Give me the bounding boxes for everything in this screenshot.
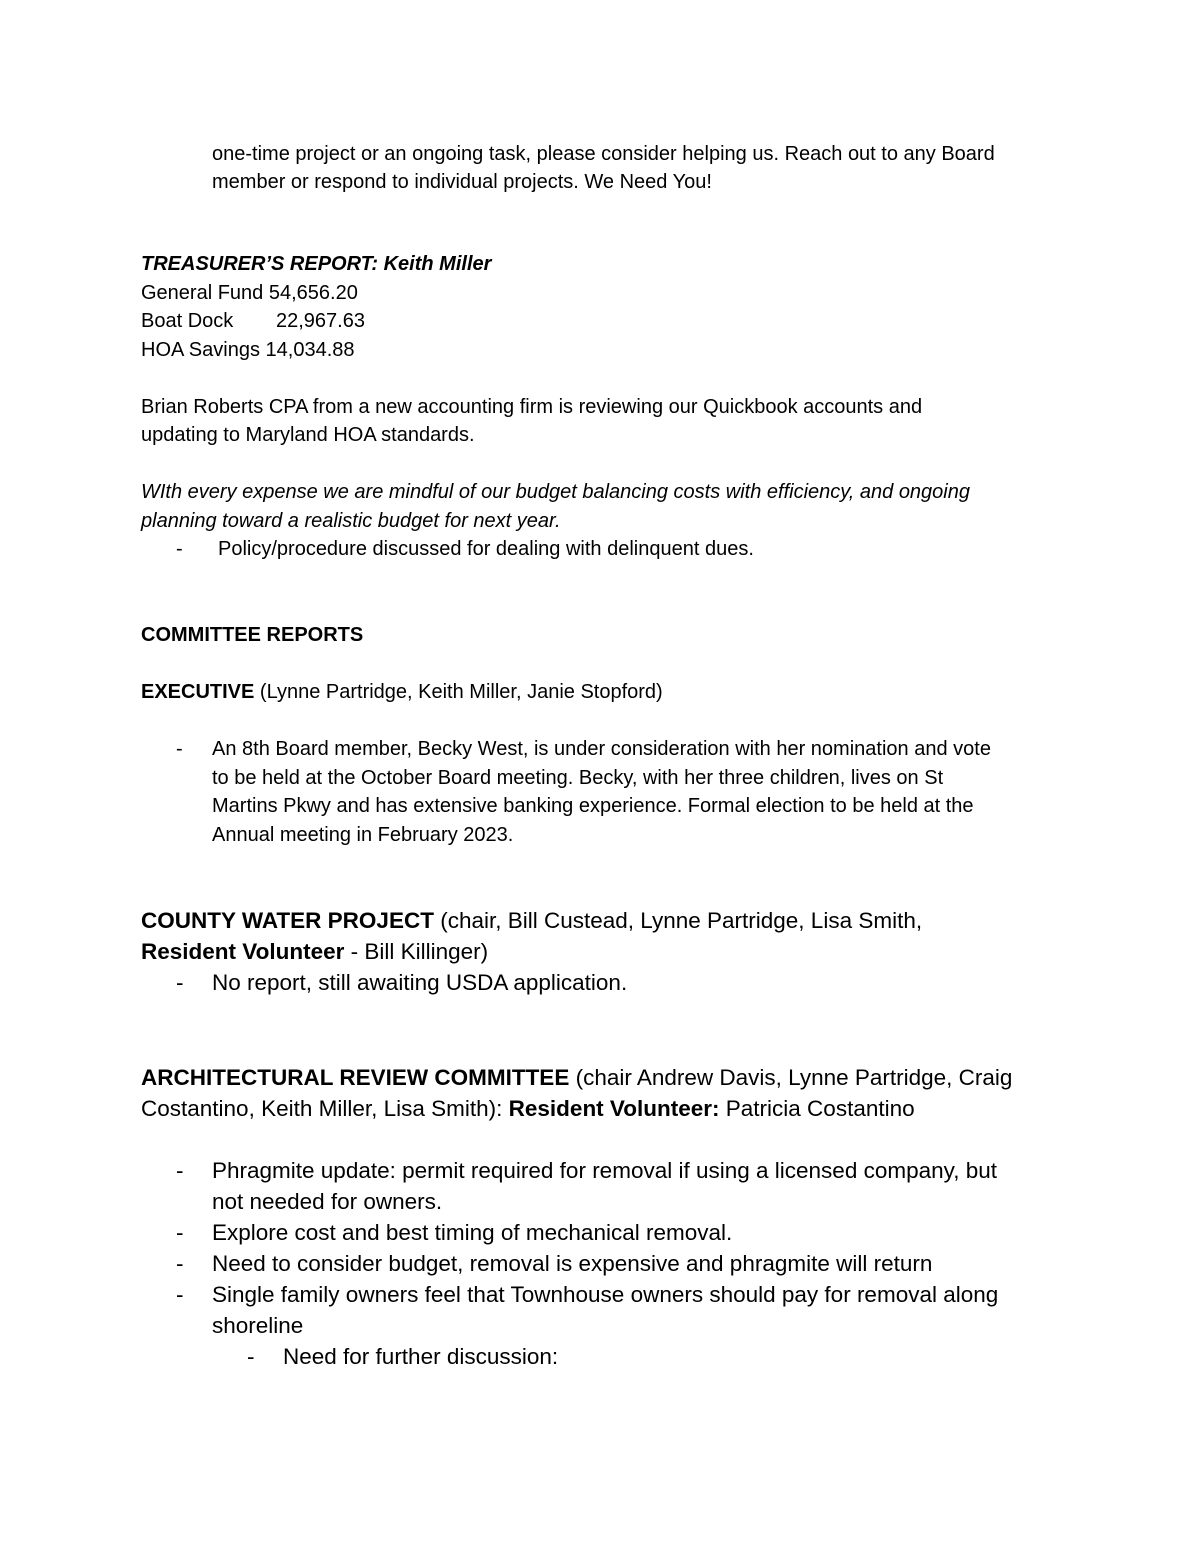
arc-members-2: Costantino, Keith Miller, Lisa Smith): [141,1096,509,1121]
arc-bullet-1-line-1: Phragmite update: permit required for removal if using a licensed company, but [212,1158,997,1183]
intro-line-2: member or respond to individual projects. We Need You! [212,171,712,193]
arc-bullet-4-line-2: shoreline [212,1313,304,1338]
water-bullet: No report, still awaiting USDA application. [212,970,628,995]
fund-amount: 22,967.63 [276,310,365,332]
fund-name: HOA Savings [141,339,260,361]
list-dash: - [176,970,184,995]
fund-row-boat-dock [141,307,365,336]
executive-bullet-line-1: An 8th Board member, Becky West, is under consideration with her nomination and vote [212,738,991,760]
arc-bullet-2: Explore cost and best timing of mechanical removal. [212,1220,733,1245]
intro-line-1: one-time project or an ongoing task, please consider helping us. Reach out to any Board [212,143,995,165]
list-dash: - [176,738,183,760]
arc-volunteer-label: Resident Volunteer: [508,1096,720,1121]
arc-members-line [141,1093,915,1124]
list-dash: - [176,538,183,560]
committee-reports-heading: COMMITTEE REPORTS [141,624,364,646]
budget-line-1: WIth every expense we are mindful of our budget balancing costs with efficiency, and ongoing [141,481,970,503]
list-dash: - [176,1282,184,1307]
arc-bullet-3: Need to consider budget, removal is expensive and phragmite will return [212,1251,933,1276]
arc-title: ARCHITECTURAL REVIEW COMMITTEE [141,1065,570,1090]
arc-bullet-4-line-1: Single family owners feel that Townhouse owners should pay for removal along [212,1282,999,1307]
fund-row-general [141,279,358,308]
executive-heading [141,678,663,707]
water-volunteer-line [141,936,488,967]
arc-sub-bullet: Need for further discussion: [283,1344,559,1369]
list-dash: - [247,1344,255,1369]
fund-amount: 54,656.20 [268,282,358,304]
list-dash: - [176,1220,184,1245]
budget-line-2: planning toward a realistic budget for next year. [141,510,561,532]
fund-name: Boat Dock [141,310,234,332]
arc-volunteer: Patricia Costantino [719,1096,915,1121]
executive-members: (Lynne Partridge, Keith Miller, Janie Stopford) [254,681,663,703]
water-heading [141,905,922,936]
executive-title: EXECUTIVE [141,681,255,703]
fund-amount: 14,034.88 [265,339,355,361]
arc-heading [141,1062,1012,1093]
cpa-line-2: updating to Maryland HOA standards. [141,424,475,446]
water-title: COUNTY WATER PROJECT [141,908,434,933]
executive-bullet-line-3: Martins Pkwy and has extensive banking experience. Formal election to be held at the [212,795,974,817]
executive-bullet-line-2: to be held at the October Board meeting. Becky, with her three children, lives on St [212,767,944,789]
cpa-line-1: Brian Roberts CPA from a new accounting firm is reviewing our Quickbook accounts and [141,396,923,418]
list-dash: - [176,1158,184,1183]
treasurer-heading: TREASURER’S REPORT: Keith Miller [141,253,492,275]
list-dash: - [176,1251,184,1276]
arc-members-1: (chair Andrew Davis, Lynne Partridge, Craig [569,1065,1013,1090]
fund-row-hoa-savings [141,336,355,365]
water-volunteer-label: Resident Volunteer [141,939,345,964]
executive-bullet-line-4: Annual meeting in February 2023. [212,824,514,846]
fund-name: General Fund [141,282,264,304]
water-members: (chair, Bill Custead, Lynne Partridge, Lisa Smith, [433,908,923,933]
water-volunteer: - Bill Killinger) [344,939,489,964]
treasurer-bullet: Policy/procedure discussed for dealing with delinquent dues. [218,538,754,560]
arc-bullet-1-line-2: not needed for owners. [212,1189,443,1214]
